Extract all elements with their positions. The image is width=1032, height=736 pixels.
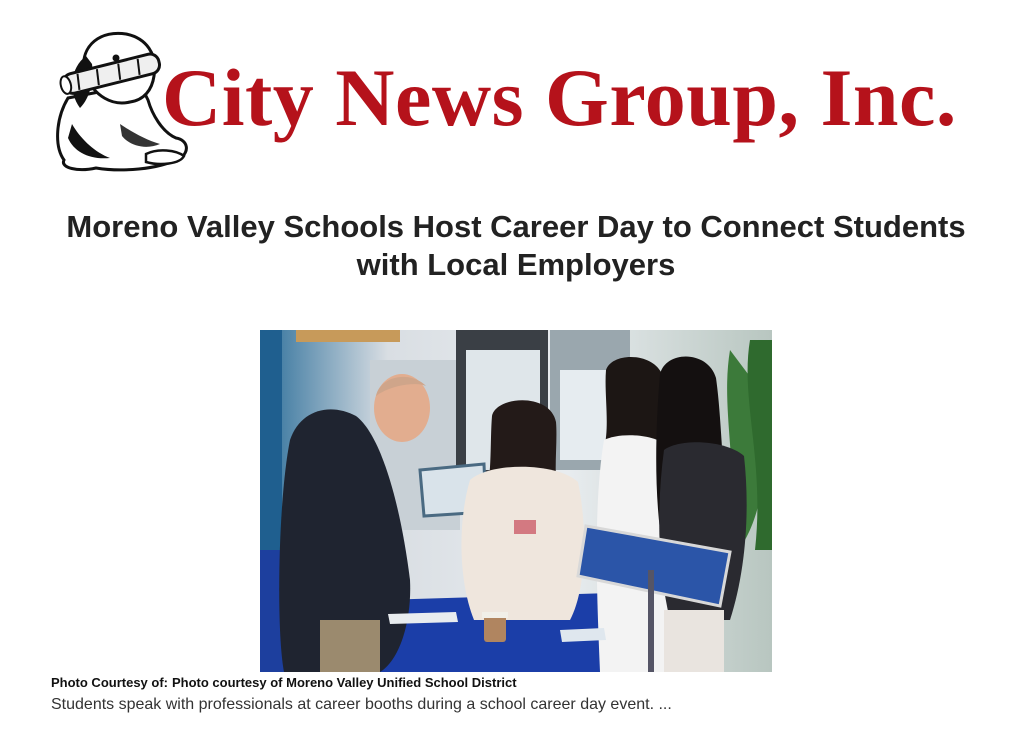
article-excerpt: Students speak with professionals at career booths during a school career day event. ...	[51, 696, 672, 713]
article-photo	[260, 330, 772, 672]
masthead	[50, 28, 980, 178]
article-headline: Moreno Valley Schools Host Career Day to Connect Students with Local Employers	[66, 209, 966, 282]
photo-credit-value: Photo courtesy of Moreno Valley Unified School District	[172, 675, 517, 690]
photo-credit-label: Photo Courtesy of:	[51, 675, 168, 690]
brand-name[interactable]: City News Group, Inc.	[162, 52, 957, 143]
photo-credit	[51, 675, 517, 690]
